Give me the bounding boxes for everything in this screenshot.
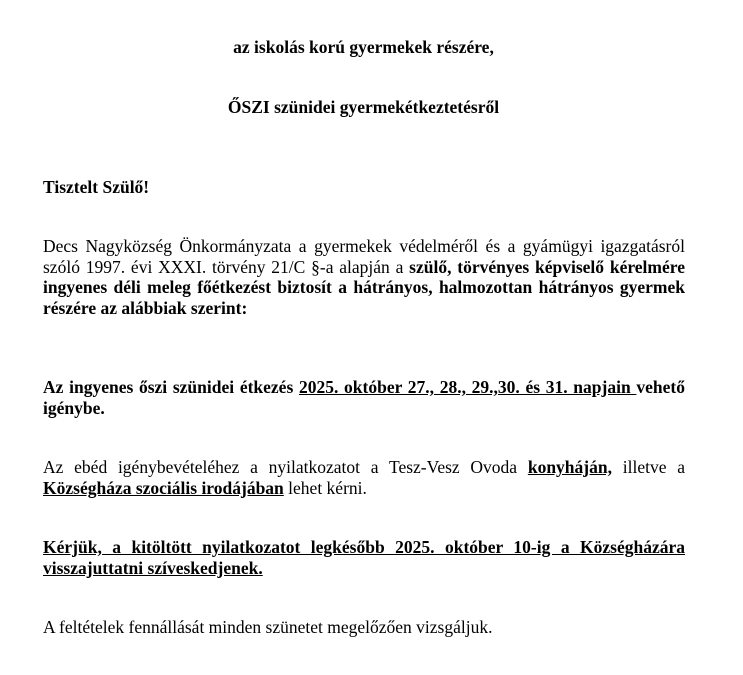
paragraph-eligibility-plain: Decs Nagyközség Önkormányzata a gyermekek védelméről és a gyámügyi igazgatásról szóló 1997. évi XXXI. törvény 21/C §-a alapján a bbox=[43, 236, 685, 277]
greeting: Tisztelt Szülő! bbox=[43, 177, 150, 197]
document-title: ŐSZI szünidei gyermekétkeztetésről bbox=[227, 97, 500, 117]
location-social-office: Községháza szociális irodájában bbox=[43, 477, 284, 498]
paragraph-deadline: Kérjük, a kitöltött nyilatkozatot legkésőbb 2025. október 10-ig a Községházára visszajuttatni szíveskedjenek. bbox=[43, 537, 685, 578]
dates-tail: vehető igénybe. bbox=[43, 377, 685, 418]
header-line-1: az iskolás korú gyermekek részére, bbox=[233, 37, 494, 57]
locations-part1: Az ebéd igénybevételéhez a nyilatkozatot a Tesz-Vesz Ovoda bbox=[43, 457, 528, 477]
paragraph-locations bbox=[43, 457, 685, 498]
locations-part3: lehet kérni. bbox=[283, 477, 367, 498]
location-kitchen: konyháján, bbox=[527, 457, 612, 477]
paragraph-eligibility bbox=[43, 236, 685, 318]
dates-lead: Az ingyenes őszi szünidei étkezés bbox=[43, 377, 299, 397]
locations-part2: illetve a bbox=[611, 457, 685, 477]
dates-list: 2025. október 27., 28., 29.,30. és 31. napjain bbox=[298, 377, 637, 397]
paragraph-eligibility-bold: szülő, törvényes képviselő kérelmére ingyenes déli meleg főétkezést biztosít a hátrányos, halmozottan hátrányos gyermek részére az alábbiak szerint: bbox=[43, 256, 685, 318]
paragraph-closing: A feltételek fennállását minden szünetet megelőzően vizsgáljuk. bbox=[43, 617, 493, 637]
paragraph-dates bbox=[43, 377, 685, 418]
